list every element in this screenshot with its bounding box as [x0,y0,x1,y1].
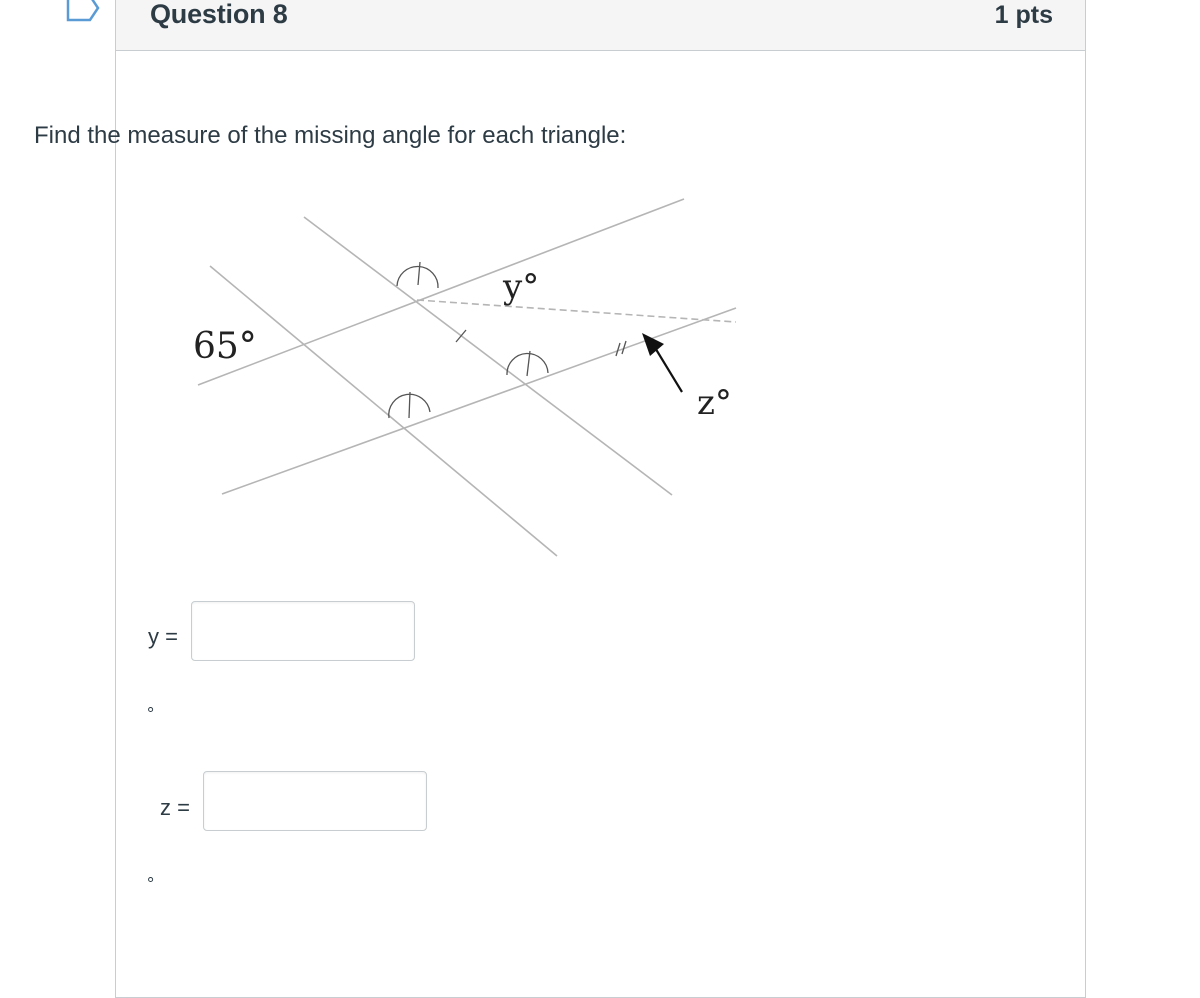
z-degree-unit: ° [147,874,155,894]
diagram-line-top [198,199,684,385]
y-answer-label: y = [148,624,178,649]
diagram-arrow-head [642,333,664,356]
tick-mark-4 [456,330,466,342]
z-answer-label: z = [160,795,190,820]
triangle-diagram [80,190,732,570]
question-title: Question 8 [150,0,288,29]
label-y: y° [503,267,540,307]
y-degree-unit: ° [147,704,155,724]
question-header [116,0,1085,51]
diagram-transversal-left [210,266,557,556]
diagram-dashed-ray [417,300,736,322]
question-prompt: Find the measure of the missing angle for each triangle: [34,122,627,149]
y-answer-input[interactable] [191,601,415,661]
diagram-transversal-right [304,217,672,495]
tick-mark-1 [418,262,420,285]
tick-mark-3 [527,351,530,376]
tick-mark-2 [409,392,410,418]
label-65: 65° [193,326,257,367]
label-z: z° [697,383,732,423]
question-points: 1 pts [994,1,1053,29]
diagram-line-bottom [222,308,736,494]
diagram-arrow-shaft [654,346,682,392]
z-answer-input[interactable] [203,771,427,831]
flag-question-icon[interactable] [66,0,100,26]
